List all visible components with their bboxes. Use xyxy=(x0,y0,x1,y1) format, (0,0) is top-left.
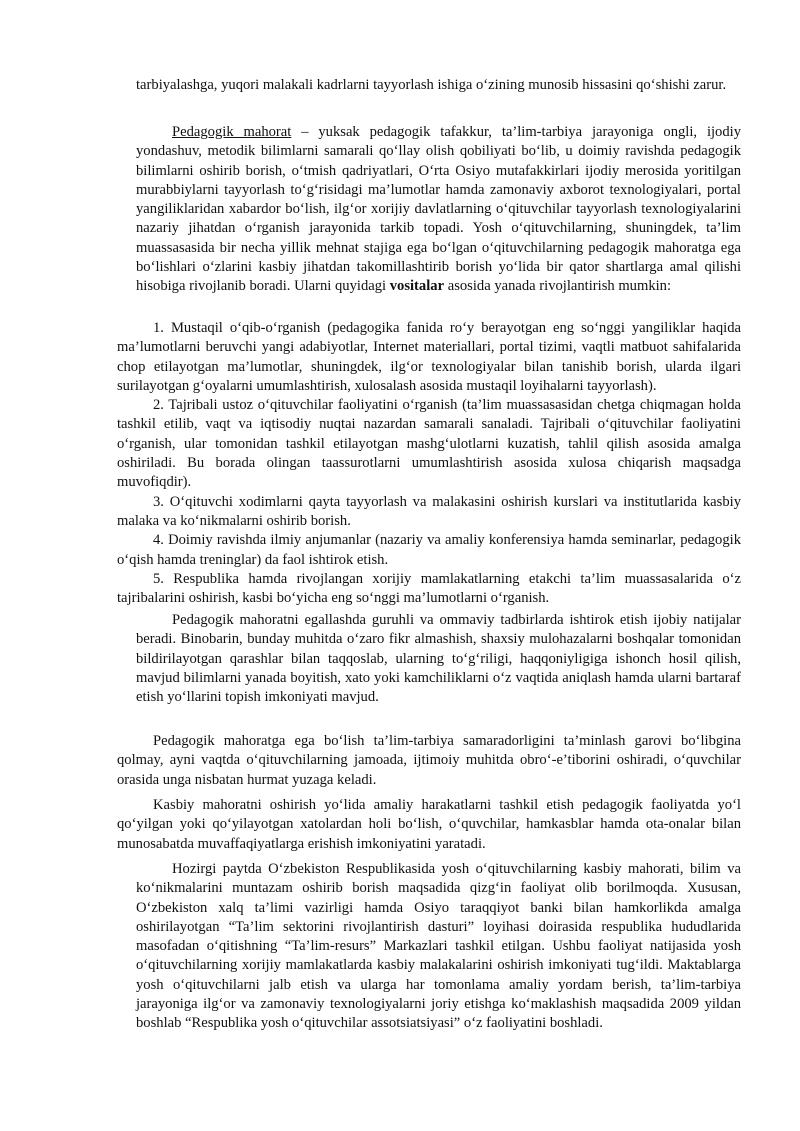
paragraph-text: Pedagogik mahoratni egallashda guruhli va ommaviy tadbirlarda ishtirok etish ijobiy natijalar beradi. Binobarin, bunday muhitda o‘zaro fikr almashish, shaxsiy mulohazalarni boshqalar tomonidan bildirilayotgan qarashlar bilan taqqoslab, ularning to‘g‘riligi, haqqoniyligiga ishonch hosil qilish, mavjud bilimlarni yanada boyitish, xato yoki kamchiliklarni o‘z vaqtida aniqlash hamda ularni bartaraf etish yo‘llarini topish imkoniyati mavjud. xyxy=(136,612,741,706)
list-item-2: 2. Tajribali ustoz o‘qituvchilar faoliyatini o‘rganish (ta’lim muassasasidan chetga chiqmagan holda tashkil etilib, vaqt va iqtisodiy nuqtai nazardan samarali sanaladi. Tajribali o‘qituvchilar faoliyatini o‘rganish, ular tomonidan tashkil etilayotgan mashg‘ulotlarni kuzatish, tahlil qilish asosida amalga oshiriladi. Bu borada olingan taassurotlarni umumlashtirish asosida xulosa chiqarish maqsadga muvofiqdir). xyxy=(117,397,741,491)
paragraph-group-activities xyxy=(136,611,741,707)
paragraph-professional-skills xyxy=(117,796,741,854)
bold-term: vositalar xyxy=(389,278,445,295)
paragraph-text: tarbiyalashga, yuqori malakali kadrlarni tayyorlash ishiga o‘zining munosib hissasini qo‘shishi zarur. xyxy=(136,77,727,93)
paragraph-text: Pedagogik mahorat – yuksak pedagogik tafakkur, ta’lim-tarbiya jarayoniga ongli, ijodiy yondashuv, metodik bilimlarni samarali qo‘llay olish qobiliyati bo‘lib, u doimiy ravishda pedagogik bilimlarni oshirib borish, o‘tmish qadriyatlari, O‘rta Osiyo mutafakkirlari ijodiy merosida yoritilgan murabbiylarni tayyorlash to‘g‘risidagi ma’lumotlar hamda zamonaviy axborot texnologiyalari, portal yangiliklaridan xabardor bo‘lish, ilg‘or xorijiy davlatlarning o‘qituvchilar tayyorlash texnologiyalarini nazariy jihatdan o‘rganish jarayonida tarkib topadi. Yosh o‘qituvchilarning, shuningdek, ta’lim muassasasida bir necha yillik mehnat stajiga ega bo‘lgan o‘qituvchilarning pedagogik mahoratga ega bo‘lishlari o‘zlarini kasbiy jihatdan takomillashtirib borish yo‘lida bir qator shartlarga amal qilishi hisobiga rivojlanib boradi. Ularni quyidagi vositalar asosida yanada rivojlantirish mumkin: xyxy=(136,124,741,295)
paragraph-uzbekistan xyxy=(136,860,741,1034)
list-item-4: 4. Doimiy ravishda ilmiy anjumanlar (nazariy va amaliy konferensiya hamda seminarlar, pedagogik o‘qish hamda treninglar) da faol ishtirok etish. xyxy=(117,532,741,568)
paragraph-pedagogik-mahorat xyxy=(136,123,741,297)
list-item-5: 5. Respublika hamda rivojlangan xorijiy mamlakatlarning etakchi ta’lim muassasalarida o‘z tajribalarini oshirish, kasbi bo‘yicha eng so‘nggi ma’lumotlarni o‘rganish. xyxy=(117,570,741,607)
defined-term: Pedagogik mahorat xyxy=(172,124,292,140)
paragraph-text: Hozirgi paytda O‘zbekiston Respublikasida yosh o‘qituvchilarning kasbiy mahorati, bilim va ko‘nikmalarini muntazam oshirib borish maqsadida qizg‘in faoliyat olib borilmoqda. Xususan, O‘zbekiston xalq ta’limi vazirligi hamda Osiyo taraqqiyot banki bilan hamkorlikda amalga oshirilayotgan “Ta’lim sektorini rivojlantirish dasturi” loyihasi doirasida respublika hududlarida masofadan o‘qitishning “Ta’lim-resurs” Markazlari tashkil etilgan. Ushbu faoliyat natijasida yosh o‘qituvchilarning xorijiy mamlakatlarda kasbiy malakalarini oshirish imkoniyati tug‘ildi. Maktablarga yosh o‘qituvchilarni jalb etish va ularga har tomonlama amaliy yordam berish, ta’lim-tarbiya jarayoniga ilg‘or va zamonaviy texnologiyalarni joriy etishga ko‘maklashish maqsadida 2009 yildan boshlab “Respublika yosh o‘qituvchilar assotsiatsiyasi” o‘z faoliyatini boshladi. xyxy=(136,861,741,1032)
numbered-list xyxy=(117,319,741,608)
list-item-3: 3. O‘qituvchi xodimlarni qayta tayyorlash va malakasini oshirish kurslari va institutlarida kasbiy malaka va ko‘nikmalarni oshirib borish. xyxy=(117,493,741,529)
list-item-1: 1. Mustaqil o‘qib-o‘rganish (pedagogika fanida ro‘y berayotgan eng so‘nggi yangiliklar haqida ma’lumotlarni beruvchi yangi adabiyotlar, Internet materiallari, portal tizimi, vaqtli matbuot sahifalarida chop etilayotgan ma’lumotlar, shuningdek, ilg‘or texnologiyalar bilan tanishib borish, ularda ilgari surilayotgan g‘oyalarni umumlashtirish, xulosalash asosida mustaqil loyihalarni tayyorlash). xyxy=(117,320,741,394)
paragraph-benefits xyxy=(117,732,741,790)
paragraph-continuation xyxy=(136,76,741,95)
paragraph-text: Kasbiy mahoratni oshirish yo‘lida amaliy harakatlarni tashkil etish pedagogik faoliyatda yo‘l qo‘yilgan yoki qo‘yilayotgan xatolardan holi bo‘lish, o‘quvchilar, hamkasblar hamda ota-onalar bilan munosabatda muvaffaqiyatlarga erishish imkoniyatini yaratadi. xyxy=(117,797,741,852)
paragraph-text: Pedagogik mahoratga ega bo‘lish ta’lim-tarbiya samaradorligini ta’minlash garovi bo‘libgina qolmay, ayni vaqtda o‘qituvchilarning jamoada, ijtimoiy muhitda obro‘-e’tiborini oshiradi, o‘quvchilar orasida unga nisbatan hurmat yuzaga keladi. xyxy=(117,733,741,788)
